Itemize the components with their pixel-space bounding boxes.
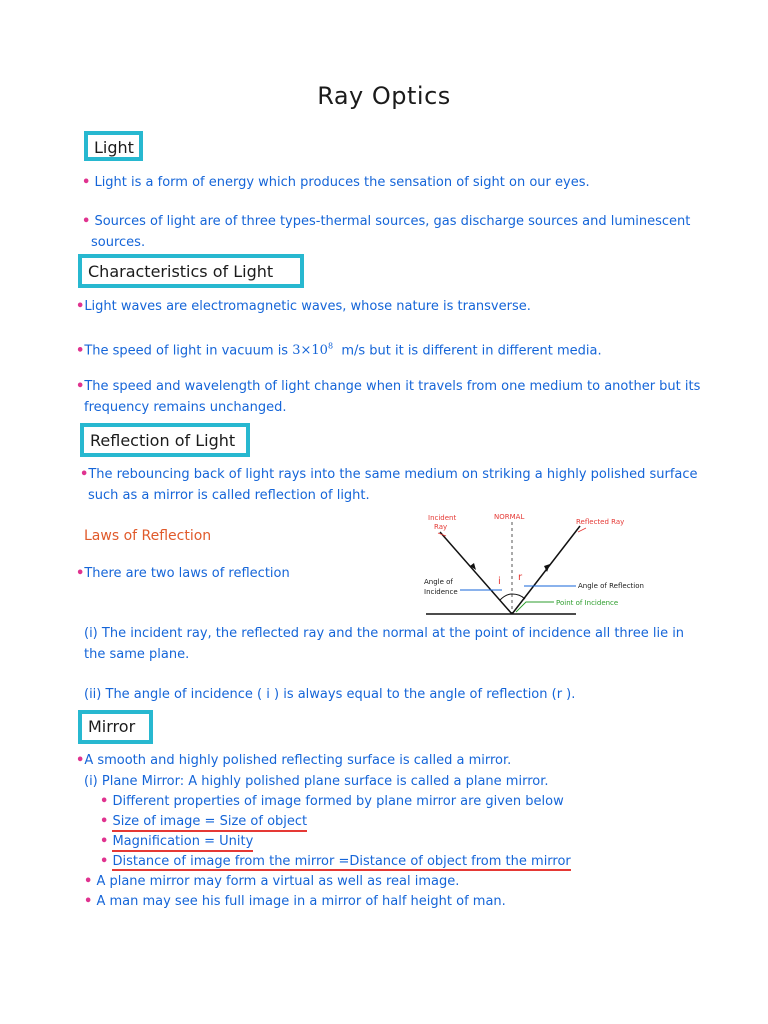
bullet-dot: • bbox=[76, 343, 85, 359]
mirror-line-1: •A smooth and highly polished reflecting surface is called a mirror. bbox=[76, 753, 512, 768]
label-incident-1: Incident bbox=[428, 514, 457, 522]
light-bullet-1: • Light is a form of energy which produces the sensation of sight on our eyes. bbox=[82, 175, 590, 190]
bullet-dot: • bbox=[76, 753, 85, 768]
bullet-dot: • bbox=[100, 814, 109, 829]
label-reflected: Reflected Ray bbox=[576, 518, 625, 526]
reflection-bullet-1: •The rebouncing back of light rays into the same medium on striking a highly polished surface bbox=[80, 467, 698, 482]
angle-i-arc bbox=[500, 594, 512, 600]
law-1-cont: the same plane. bbox=[84, 647, 190, 662]
law-1: (i) The incident ray, the reflected ray and the normal at the point of incidence all three lie in bbox=[84, 626, 685, 641]
bullet-dot: • bbox=[100, 834, 109, 849]
bullet-dot: • bbox=[82, 214, 91, 229]
laws-intro: •There are two laws of reflection bbox=[76, 566, 290, 581]
bullet-dot: • bbox=[100, 854, 109, 869]
page-title: Ray Optics bbox=[317, 82, 451, 110]
char-bullet-1: •Light waves are electromagnetic waves, whose nature is transverse. bbox=[76, 299, 531, 314]
light-bullet-2: • Sources of light are of three types-thermal sources, gas discharge sources and luminescent bbox=[82, 214, 691, 229]
mirror-sub-bullet-1: • Different properties of image formed by plane mirror are given below bbox=[100, 794, 564, 809]
angle-r-arc bbox=[512, 594, 525, 599]
bullet-dot: • bbox=[80, 467, 89, 482]
bullet-dot: • bbox=[84, 894, 93, 909]
label-angle-inc-1: Angle of bbox=[424, 578, 453, 586]
reflection-bullet-1-cont: such as a mirror is called reflection of light. bbox=[88, 488, 370, 503]
laws-of-reflection-heading: Laws of Reflection bbox=[84, 528, 212, 544]
bullet-dot: • bbox=[100, 794, 109, 809]
incident-ray-line bbox=[440, 532, 512, 614]
bullet-dot: • bbox=[84, 874, 93, 889]
mirror-sub-bullet-3: • Magnification = Unity bbox=[100, 832, 253, 852]
mirror-sub-bullet-4: • Distance of image from the mirror =Distance of object from the mirror bbox=[100, 854, 571, 869]
heading-mirror: Mirror bbox=[78, 710, 153, 744]
label-i: i bbox=[498, 576, 501, 587]
label-r: r bbox=[518, 572, 523, 583]
mirror-sub-bullet-2: • Size of image = Size of object bbox=[100, 812, 307, 832]
speed-of-light-value: $3\times 10^8$ bbox=[292, 342, 334, 359]
char-bullet-3: •The speed and wavelength of light change when it travels from one medium to another but its bbox=[76, 379, 701, 394]
bullet-dot: • bbox=[76, 299, 85, 314]
bullet-dot: • bbox=[82, 175, 91, 190]
char-bullet-3-cont: frequency remains unchanged. bbox=[84, 400, 287, 415]
label-angle-inc-2: Incidence bbox=[424, 588, 458, 596]
light-bullet-2-cont: sources. bbox=[91, 235, 146, 250]
label-incident-2: Ray bbox=[434, 523, 448, 531]
bullet-dot: • bbox=[76, 379, 85, 394]
law-2: (ii) The angle of incidence ( i ) is always equal to the angle of reflection (r ). bbox=[84, 687, 576, 702]
heading-light: Light bbox=[84, 131, 143, 161]
heading-characteristics: Characteristics of Light bbox=[78, 254, 304, 288]
mirror-bullet-virtual: • A plane mirror may form a virtual as well as real image. bbox=[84, 874, 460, 889]
bullet-dot: • bbox=[76, 566, 85, 581]
label-angle-ref: Angle of Reflection bbox=[578, 582, 644, 590]
label-normal: NORMAL bbox=[494, 513, 525, 521]
heading-reflection: Reflection of Light bbox=[80, 423, 250, 457]
label-point-inc: Point of Incidence bbox=[556, 599, 619, 607]
mirror-line-2: (i) Plane Mirror: A highly polished plane surface is called a plane mirror. bbox=[84, 774, 549, 789]
char-bullet-2: •The speed of light in vacuum is $3\times 10^8$ m/s but it is different in different media. bbox=[76, 342, 602, 359]
reflection-diagram bbox=[416, 508, 666, 620]
mirror-bullet-half-height: • A man may see his full image in a mirror of half height of man. bbox=[84, 894, 506, 909]
